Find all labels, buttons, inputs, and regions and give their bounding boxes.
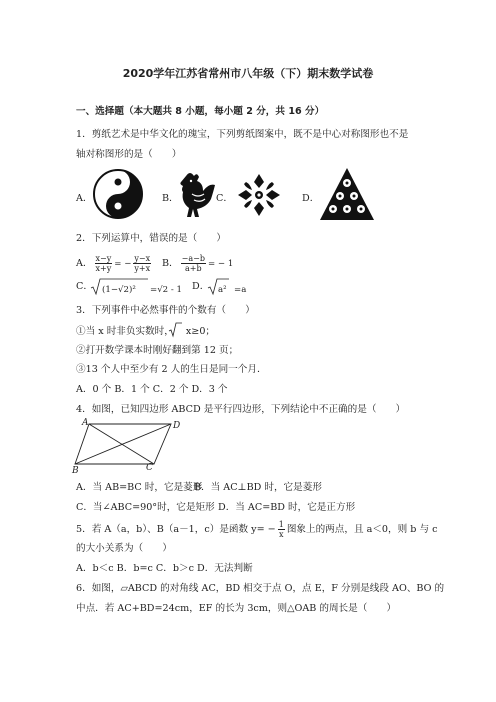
q2-c-label: C．	[76, 281, 93, 292]
q2-a-fraction-1	[95, 254, 113, 273]
vertex-d-label: D	[173, 421, 181, 431]
q2-b-label: B．	[162, 258, 179, 269]
q2-a-fraction-2	[133, 254, 151, 273]
q2-b-denominator: a+b	[185, 264, 202, 273]
q2-d-radicand: a²	[218, 285, 227, 295]
q2-d-result: =a	[234, 285, 247, 295]
q5-stem-prefix: 5．若 A（a，b）、B（a－1，c）是函数 y= −	[76, 524, 276, 535]
q1-option-a-label: A．	[76, 193, 93, 204]
q2-stem: 2．下列运算中，错误的是（ ）	[76, 233, 227, 244]
q2-option-b	[162, 254, 233, 273]
q1-option-c-label: C．	[216, 193, 233, 204]
q2-option-a	[76, 254, 153, 273]
q5-fraction	[278, 520, 285, 539]
q2-a-f1-denominator: x+y	[95, 264, 112, 273]
rooster-papercut-icon	[176, 170, 220, 220]
q4-option-a: A．当 AB=BC 时，它是菱形	[76, 482, 203, 493]
q6-stem-line2: 中点．若 AC+BD=24cm，EF 的长为 3cm，则△OAB 的周长是（ ）	[76, 603, 397, 614]
square-root-icon	[168, 322, 182, 338]
q5-denominator: x	[279, 530, 284, 539]
parallelogram-figure	[72, 418, 188, 476]
q2-a-f2-denominator: y+x	[134, 264, 151, 273]
q3-stem: 3．下列事件中必然事件的个数有（ ）	[76, 305, 255, 316]
q2-a-f1-numerator: x−y	[95, 254, 112, 263]
q6-stem-line1: 6．如图，▱ABCD 的对角线 AC，BD 相交于点 O，点 E，F 分别是线段 AO、BO 的	[76, 583, 445, 594]
q3-options: A．0 个 B．1 个 C．2 个 D．3 个	[76, 384, 228, 395]
q5-numerator: 1	[278, 520, 284, 529]
q5-stem-line1	[76, 520, 437, 539]
q1-option-d-label: D．	[302, 193, 320, 204]
q2-a-f2-numerator: y−x	[134, 254, 151, 263]
q5-stem-suffix: 图象上的两点，且 a＜0，则 b 与 c	[286, 524, 438, 535]
q3-item-1	[76, 326, 215, 338]
q2-b-equals: = − 1	[207, 259, 234, 269]
q3-item-3: ③13 个人中至少有 2 人的生日是同一个月．	[76, 364, 267, 375]
q2-b-numerator: −a−b	[181, 254, 205, 263]
q4-stem: 4．如图，已知四边形 ABCD 是平行四边形，下列结论中不正确的是（ ）	[76, 404, 406, 415]
q1-option-b-label: B．	[162, 193, 179, 204]
vertex-b-label: B	[72, 466, 79, 476]
q2-a-equals: = −	[114, 259, 132, 269]
q3-item-1-text: ①当 x 时非负实数时，	[76, 326, 174, 337]
q3-item-1-suffix: ≥0；	[191, 326, 216, 337]
q2-b-fraction	[181, 254, 206, 273]
q3-item-2: ②打开数学课本时刚好翻到第 12 页；	[76, 345, 239, 356]
page-title: 2020学年江苏省常州市八年级（下）期末数学试卷	[122, 67, 374, 80]
q5-options: A．b＜c B．b=c C．b＞c D．无法判断	[76, 563, 253, 574]
q1-stem-line2: 轴对称图形的是（ ）	[76, 149, 182, 160]
q2-a-label: A．	[76, 258, 93, 269]
q2-d-label: D．	[192, 281, 210, 292]
q5-stem-line2: 的大小关系为（ ）	[76, 543, 172, 554]
q4-option-d: D．当 AC=BD 时，它是正方形	[218, 502, 356, 513]
q2-c-result: =√2 - 1	[150, 285, 182, 295]
vertex-a-label: A	[82, 418, 89, 428]
section-heading: 一、选择题（本大题共 8 小题，每小题 2 分，共 16 分）	[76, 106, 325, 117]
yin-yang-icon	[92, 168, 144, 220]
triangle-papercut-icon	[318, 166, 376, 222]
q3-radicand: x	[185, 326, 192, 337]
q2-c-radicand: (1−√2)²	[102, 285, 136, 295]
q1-stem-line1: 1．剪纸艺术是中华文化的瑰宝，下列剪纸图案中，既不是中心对称图形也不是	[76, 129, 409, 140]
q4-option-b: B．当 AC⊥BD 时，它是菱形	[194, 482, 322, 493]
q4-option-c: C．当∠ABC=90°时，它是矩形	[76, 502, 215, 513]
vertex-c-label: C	[146, 463, 153, 473]
flower-papercut-icon	[234, 170, 284, 220]
